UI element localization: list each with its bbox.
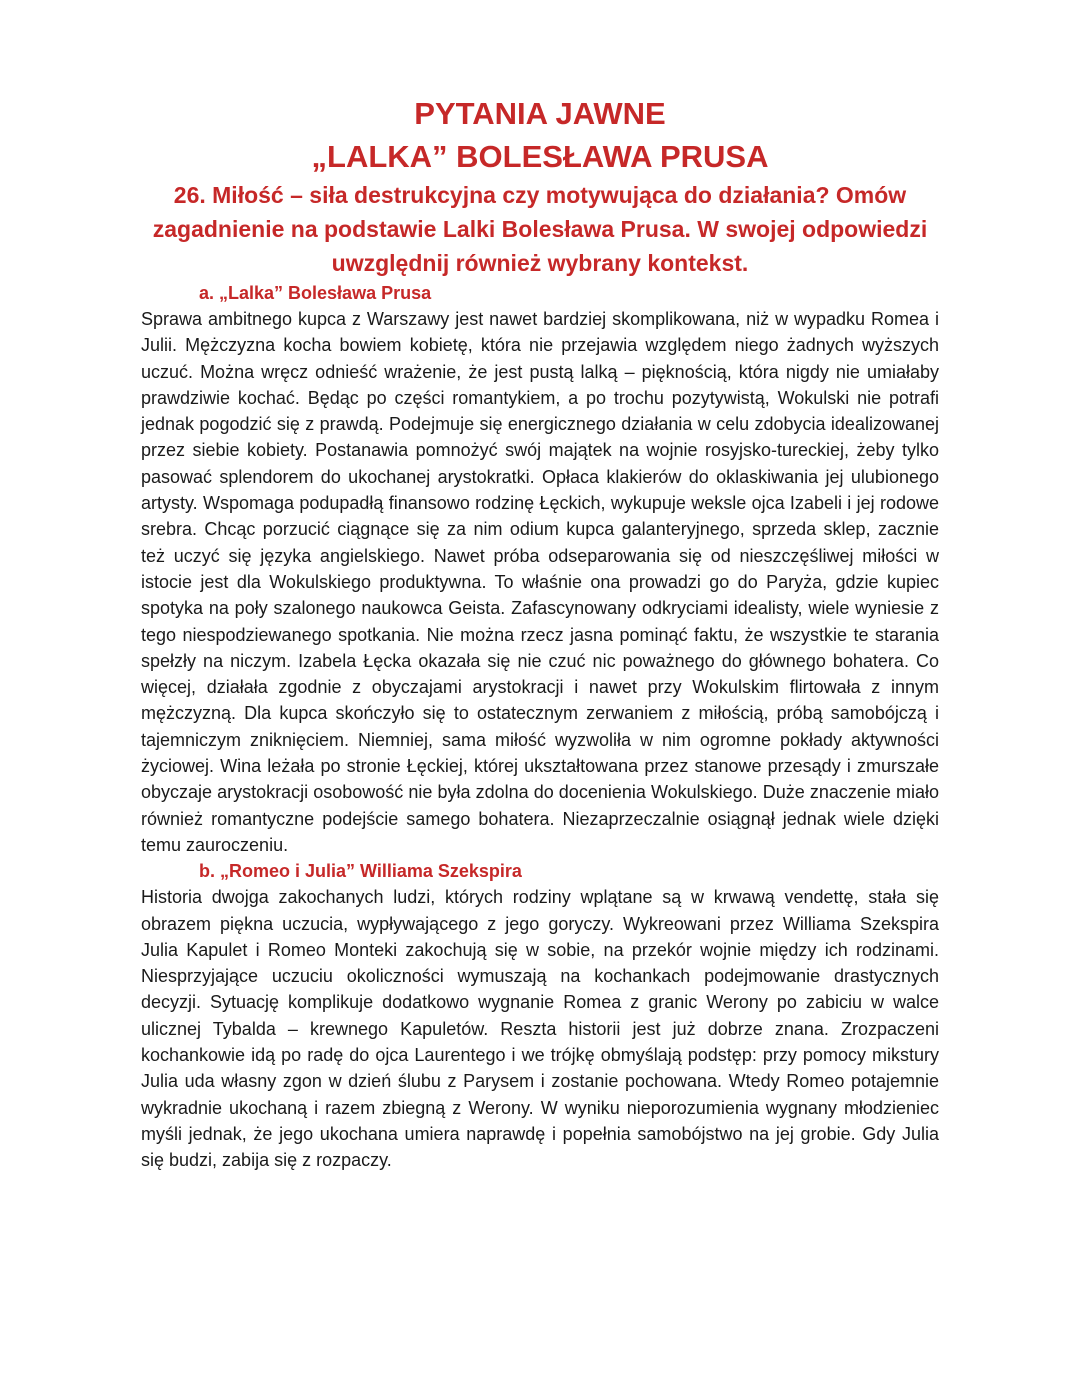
section-heading-lalka: a. „Lalka” Bolesława Prusa <box>199 283 432 303</box>
section-text-lalka: Sprawa ambitnego kupca z Warszawy jest nawet bardziej skomplikowana, niż w wypadku Romea i Julii. Mężczyzna kocha bowiem kobietę, która nie przejawia względem niego żadnych wyższych uczuć. Można wręcz odnieść wrażenie, że jest pustą lalką – pięknością, która nigdy nie umiałaby prawdziwie kochać. Będąc po części romantykiem, a po trochu pozytywistą, Wokulski nie potrafi jednak pogodzić się z prawdą. Podejmuje się energicznego działania w celu zdobycia idealizowanej przez siebie kobiety. Postanawia pomnożyć swój majątek na wojnie rosyjsko-tureckiej, żeby tylko pasować splendorem do ukochanej arystokratki. Opłaca klakierów do oklaskiwania jej ulubionego artysty. Wspomaga podupadłą finansowo rodzinę Łęckich, wykupuje weksle ojca Izabeli i jej rodowe srebra. Chcąc porzucić ciągnące się za nim odium kupca galanteryjnego, sprzeda sklep, zacznie też uczyć się języka angielskiego. Nawet próba odseparowania się od nieszczęśliwej miłości w istocie jest dla Wokulskiego produktywna. To właśnie ona prowadzi go do Paryża, gdzie kupiec spotyka na poły szalonego naukowca Geista. Zafascynowany odkryciami idealisty, wiele wyniesie z tego niespodziewanego spotkania. Nie można rzecz jasna pominąć faktu, że wszystkie te starania spełzły na niczym. Izabela Łęcka okazała się nie czuć nic poważnego do głównego bohatera. Co więcej, działała zgodnie z obyczajami arystokracji i nawet przy Wokulskim flirtowała z innym mężczyzną. Dla kupca skończyło się to ostatecznym zerwaniem z miłością, próbą samobójczą i tajemniczym zniknięciem. Niemniej, sama miłość wyzwoliła w nim ogromne pokłady aktywności życiowej. Wina leżała po stronie Łęckiej, której ukształtowana przez stanowe przesądy i zmurszałe obyczaje arystokracji osobowość nie była zdolna do docenienia Wokulskiego. Duże znaczenie miało również romantyczne podejście samego bohatera. Niezaprzeczalnie osiągnął jednak wiele dzięki temu zauroczeniu. <box>141 309 939 855</box>
document-page <box>141 92 939 1174</box>
document-title-line-2: „LALKA” BOLESŁAWA PRUSA <box>311 139 769 174</box>
section-romeo-i-julia <box>141 858 939 1173</box>
section-lalka <box>141 280 939 858</box>
section-text-romeo-i-julia: Historia dwojga zakochanych ludzi, których rodziny wplątane są w krwawą vendettę, stała się obrazem piękna uczucia, wypływającego z jego goryczy. Wykreowani przez Williama Szekspira Julia Kapulet i Romeo Monteki zakochują się w sobie, na przekór wojnie między ich rodzinami. Niesprzyjające uczuciu okoliczności wymuszają na kochankach podejmowanie drastycznych decyzji. Sytuację komplikuje dodatkowo wygnanie Romea z granic Werony po zabiciu w walce ulicznej Tybalda – krewnego Kapuletów. Reszta historii jest już dobrze znana. Zrozpaczeni kochankowie idą po radę do ojca Laurentego i we trójkę obmyślają podstęp: przy pomocy mikstury Julia uda własny zgon w dzień ślubu z Parysem i zostanie pochowana. Wtedy Romeo potajemnie wykradnie ukochaną i razem zbiegną z Werony. W wyniku nieporozumienia wygnany młodzieniec myśli jednak, że jego ukochana umiera naprawdę i popełnia samobójstwo na jej grobie. Gdy Julia się budzi, zabija się z rozpaczy. <box>141 887 939 1171</box>
section-heading-romeo-i-julia: b. „Romeo i Julia” Williama Szekspira <box>199 861 522 882</box>
exam-question: 26. Miłość – siła destrukcyjna czy motywująca do działania? Omów zagadnienie na podstawie Lalki Bolesława Prusa. W swojej odpowiedzi uwzględnij również wybrany kontekst. <box>152 182 928 276</box>
document-title-line-1: PYTANIA JAWNE <box>414 96 666 131</box>
